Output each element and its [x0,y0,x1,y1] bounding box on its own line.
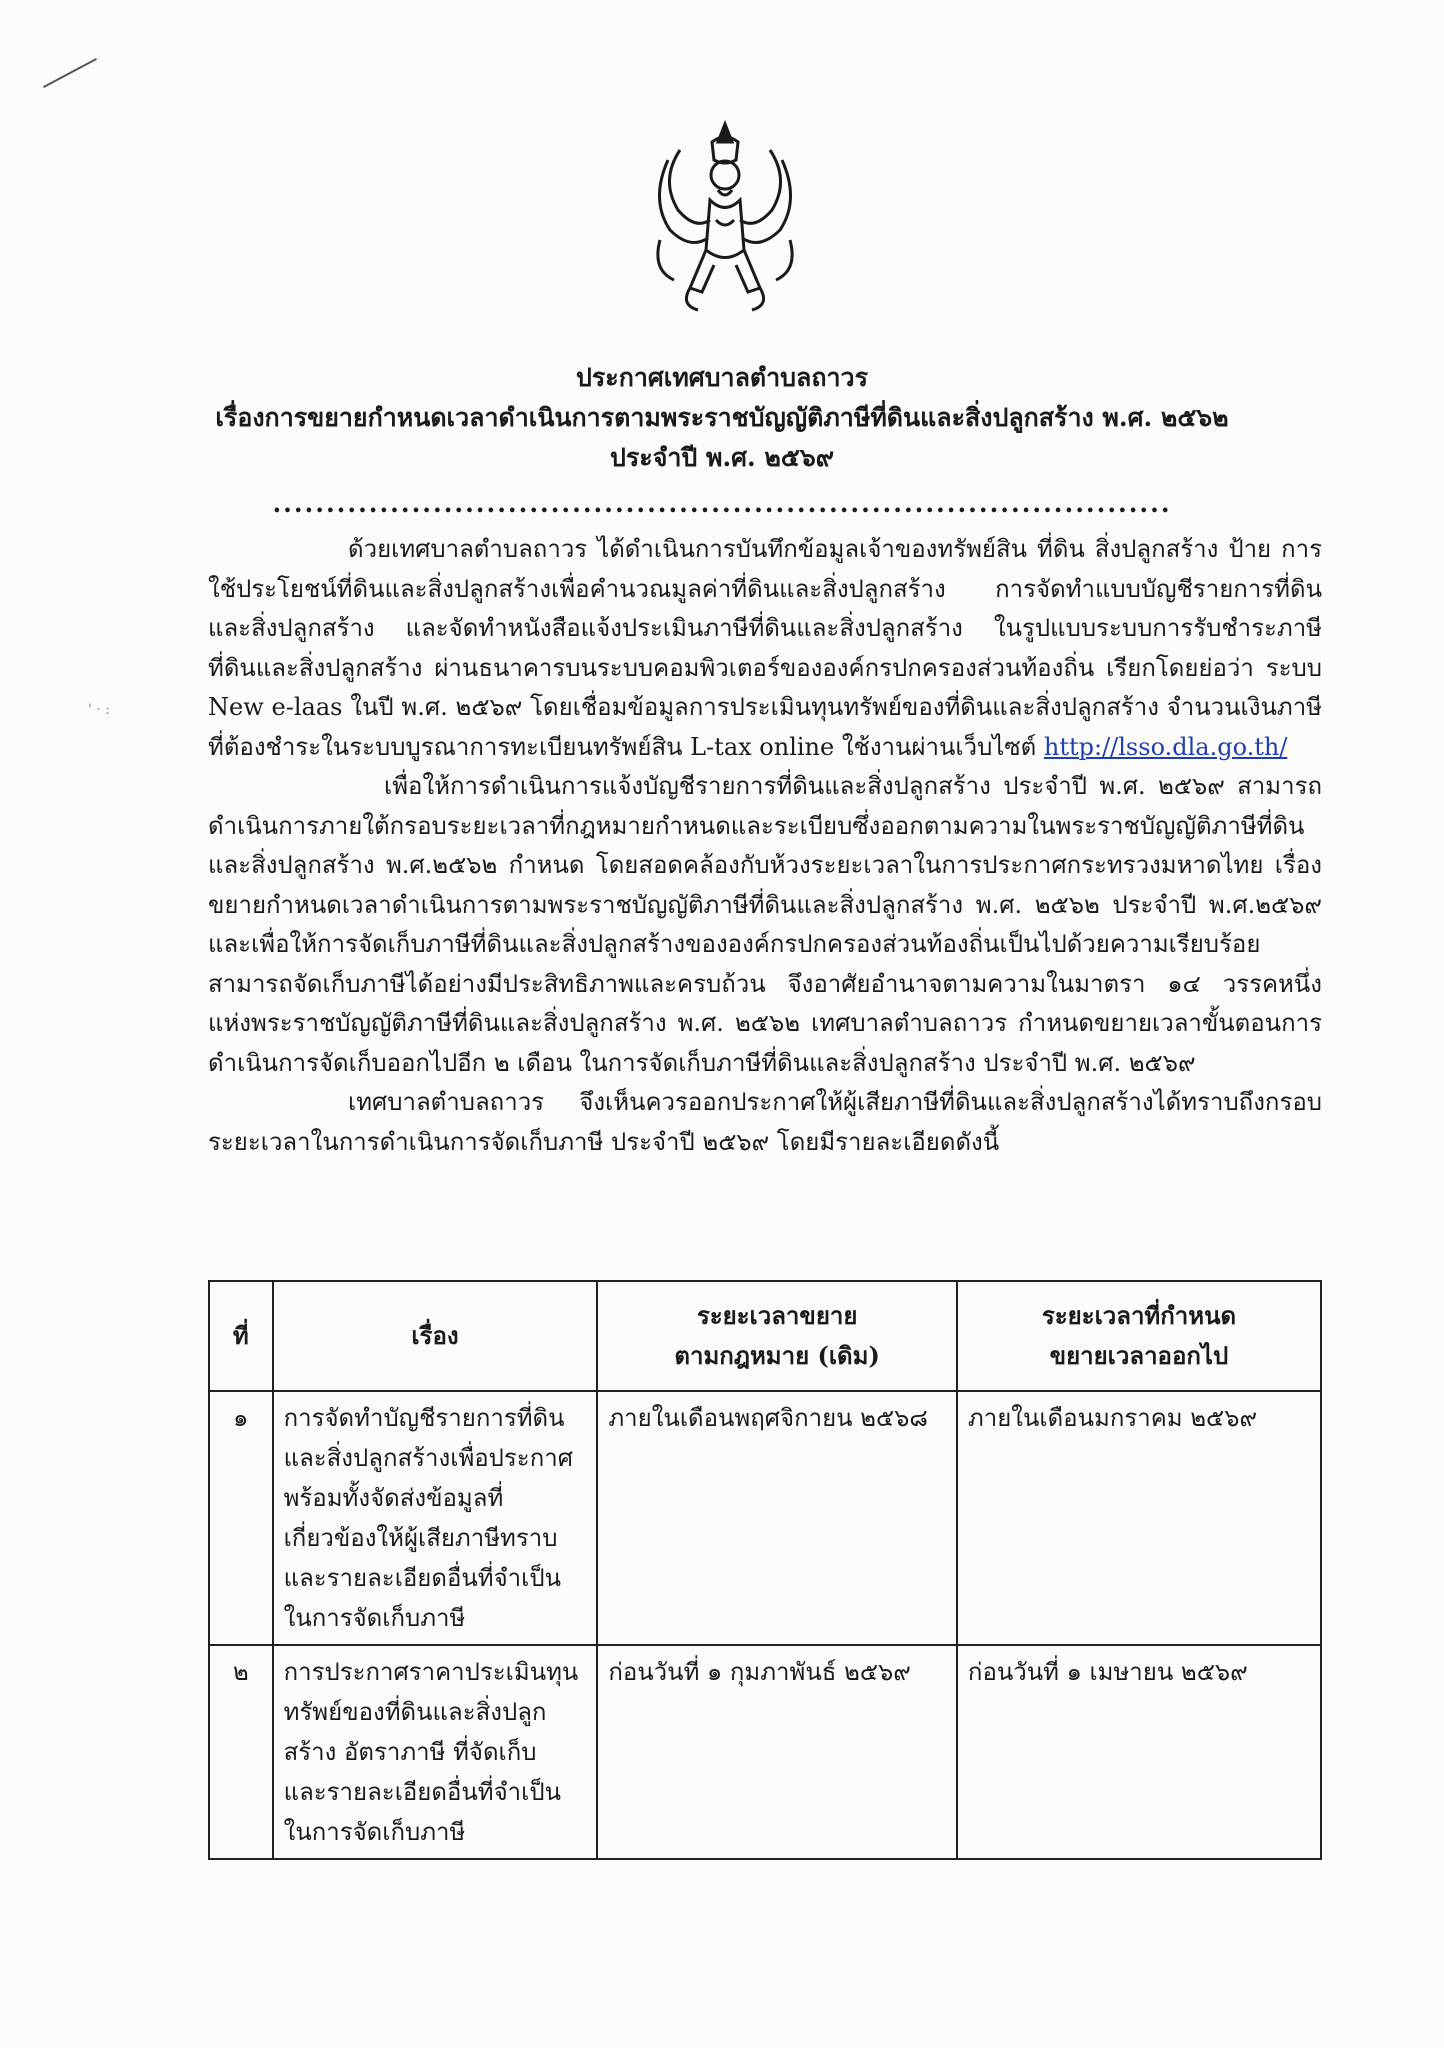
row-original-period: ภายในเดือนพฤศจิกายน ๒๕๖๘ [597,1391,957,1645]
table-row [209,1391,1321,1645]
scan-mark [43,58,97,88]
scan-speck: ' · : [88,702,110,718]
table-header-row [209,1281,1321,1391]
row-number: ๑ [209,1391,273,1645]
paragraph-2: เพื่อให้การดำเนินการแจ้งบัญชีรายการที่ดินและสิ่งปลูกสร้าง ประจำปี พ.ศ. ๒๕๖๙ สามารถดำเนินการภายใต้กรอบระยะเวลาที่กฎหมายกำหนดและระเบียบซึ่งออกตามความในพระราชบัญญัติภาษีที่ดินและสิ่งปลูกสร้าง พ.ศ.๒๕๖๒ กำหนด โดยสอดคล้องกับห้วงระยะเวลาในการประกาศกระทรวงมหาดไทย เรื่อง ขยายกำหนดเวลาดำเนินการตามพระราชบัญญัติภาษีที่ดินและสิ่งปลูกสร้าง พ.ศ. ๒๕๖๒ ประจำปี พ.ศ.๒๕๖๙ และเพื่อให้การจัดเก็บภาษีที่ดินและสิ่งปลูกสร้างขององค์กรปกครองส่วนท้องถิ่นเป็นไปด้วยความเรียบร้อย สามารถจัดเก็บภาษีได้อย่างมีประสิทธิภาพและครบถ้วน จึงอาศัยอำนาจตามความในมาตรา ๑๔ วรรคหนึ่ง แห่งพระราชบัญญัติภาษีที่ดินและสิ่งปลูกสร้าง พ.ศ. ๒๕๖๒ เทศบาลตำบลถาวร กำหนดขยายเวลาขั้นตอนการดำเนินการจัดเก็บออกไปอีก ๒ เดือน ในการจัดเก็บภาษีที่ดินและสิ่งปลูกสร้าง ประจำปี พ.ศ. ๒๕๖๙ [208,772,1322,1077]
paragraph-1 [208,530,1322,767]
table-row [209,1645,1321,1859]
header-extended-period [957,1281,1321,1391]
row-original-period: ก่อนวันที่ ๑ กุมภาพันธ์ ๒๕๖๙ [597,1645,957,1859]
header-original-line2: ตามกฎหมาย (เดิม) [674,1341,880,1370]
row-extended-period: ภายในเดือนมกราคม ๒๕๖๙ [957,1391,1321,1645]
paragraph-1-text: ด้วยเทศบาลตำบลถาวร ได้ดำเนินการบันทึกข้อมูลเจ้าของทรัพย์สิน ที่ดิน สิ่งปลูกสร้าง ป้าย การใช้ประโยชน์ที่ดินและสิ่งปลูกสร้างเพื่อคำนวณมูลค่าที่ดินและสิ่งปลูกสร้าง การจัดทำแบบบัญชีรายการที่ดินและสิ่งปลูกสร้าง และจัดทำหนังสือแจ้งประเมินภาษีที่ดินและสิ่งปลูกสร้าง ในรูปแบบระบบการรับชำระภาษีที่ดินและสิ่งปลูกสร้าง ผ่านธนาคารบนระบบคอมพิวเตอร์ขององค์กรปกครองส่วนท้องถิ่น เรียกโดยย่อว่า ระบบ New e-laas ในปี พ.ศ. ๒๕๖๙ โดยเชื่อมข้อมูลการประเมินทุนทรัพย์ของที่ดินและสิ่งปลูกสร้าง จำนวนเงินภาษีที่ต้องชำระในระบบบูรณาการทะเบียนทรัพย์สิน L-tax online ใช้งานผ่านเว็บไซต์ [208,535,1322,761]
header-separator: .................................................................................... [272,489,1172,518]
garuda-emblem-icon [640,120,810,320]
announcement-subject: เรื่องการขยายกำหนดเวลาดำเนินการตามพระราชบัญญัติภาษีที่ดินและสิ่งปลูกสร้าง พ.ศ. ๒๕๖๒ [215,403,1229,432]
announcement-header [160,358,1284,524]
announcement-issuer: ประกาศเทศบาลตำบลถาวร [576,363,868,392]
lsso-website-link[interactable]: http://lsso.dla.go.th/ [1043,732,1288,761]
header-original-period [597,1281,957,1391]
header-no: ที่ [209,1281,273,1391]
row-number: ๒ [209,1645,273,1859]
announcement-body [208,530,1322,1162]
row-subject: การประกาศราคาประเมินทุนทรัพย์ของที่ดินและสิ่งปลูกสร้าง อัตราภาษี ที่จัดเก็บ และรายละเอียดอื่นที่จำเป็น ในการจัดเก็บภาษี [273,1645,598,1859]
header-original-line1: ระยะเวลาขยาย [696,1301,858,1330]
header-extended-line1: ระยะเวลาที่กำหนด [1041,1301,1237,1330]
paragraph-3: เทศบาลตำบลถาวร จึงเห็นควรออกประกาศให้ผู้เสียภาษีที่ดินและสิ่งปลูกสร้างได้ทราบถึงกรอบระยะเวลาในการดำเนินการจัดเก็บภาษี ประจำปี ๒๕๖๙ โดยมีรายละเอียดดังนี้ [208,1088,1322,1156]
header-extended-line2: ขยายเวลาออกไป [1049,1341,1229,1370]
row-subject: การจัดทำบัญชีรายการที่ดินและสิ่งปลูกสร้างเพื่อประกาศพร้อมทั้งจัดส่งข้อมูลที่เกี่ยวข้องให้ผู้เสียภาษีทราบและรายละเอียดอื่นที่จำเป็นในการจัดเก็บภาษี [273,1391,598,1645]
header-subject: เรื่อง [273,1281,598,1391]
announcement-year: ประจำปี พ.ศ. ๒๕๖๙ [609,443,835,472]
schedule-table [208,1280,1322,1860]
row-extended-period: ก่อนวันที่ ๑ เมษายน ๒๕๖๙ [957,1645,1321,1859]
